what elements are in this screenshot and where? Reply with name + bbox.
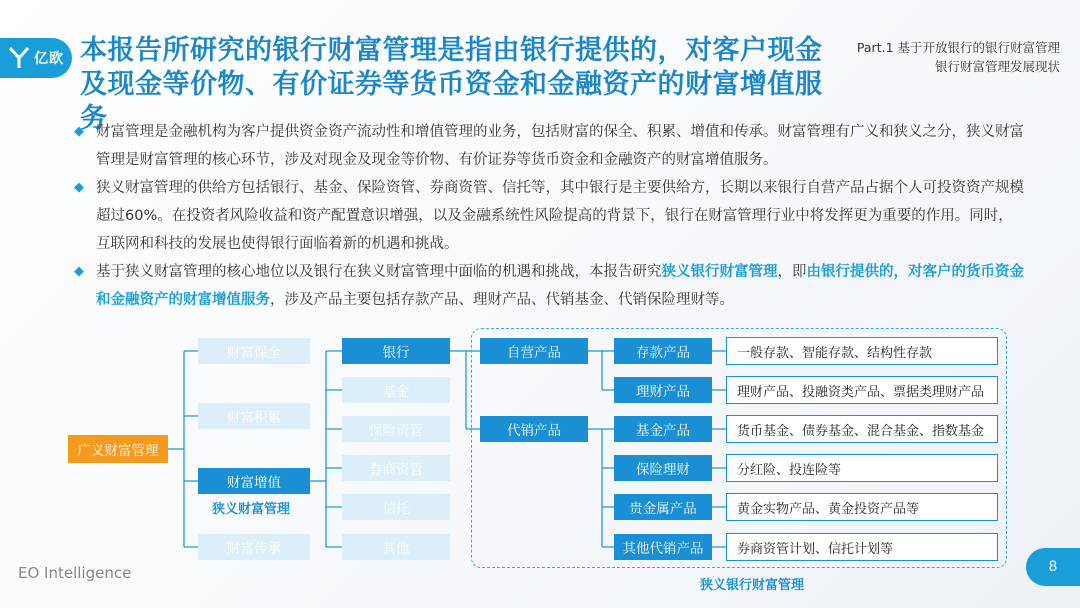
page-number: 8 (1026, 548, 1080, 586)
highlight-text: 由银行提供的，对客户的货币资金和金融资产的财富增值服务 (96, 264, 1024, 308)
detail-node: 一般存款、智能存款、结构性存款 (726, 337, 998, 365)
bullet-text-part: ，即 (777, 264, 807, 280)
highlight-text: 狭义银行财富管理 (661, 264, 778, 280)
bullet-text-part: ，涉及产品主要包括存款产品、理财产品、代销基金、代销保险理财等。 (270, 292, 734, 308)
page-title: 本报告所研究的银行财富管理是指由银行提供的，对客户现金及现金等价物、有价证券等货币资金和金融资产的财富增值服务 (80, 35, 823, 134)
product-node: 存款产品 (614, 338, 712, 364)
product-node: 理财产品 (614, 377, 712, 403)
detail-node: 券商资管计划、信托计划等 (726, 533, 998, 561)
bank-type-node: 自营产品 (480, 338, 588, 364)
stage-node: 财富保全 (198, 338, 310, 364)
detail-node: 货币基金、债券基金、混合基金、指数基金 (726, 415, 998, 443)
product-node: 基金产品 (614, 416, 712, 442)
supplier-node-active: 银行 (342, 338, 450, 364)
supplier-node: 信托 (342, 494, 450, 520)
stage-node: 财富传承 (198, 534, 310, 560)
bullet-text: 狭义财富管理的供给方包括银行、基金、保险资管、券商资管、信托等，其中银行是主要供给方，长期以来银行自营产品占据个人可投资资产规模超过60%。在投资者风险收益和资产配置意识增强，以及金融系统性风险提高的背景下，银行在财富管理行业中将发挥更为重要的作用。同时，互联网和科技的发展也使得银行面临着新的机遇和挑战。 (96, 180, 1024, 252)
supplier-node: 券商资管 (342, 455, 450, 481)
logo-text: 亿欧 (34, 51, 64, 67)
supplier-node: 保险资管 (342, 416, 450, 442)
footer-brand: EO Intelligence (18, 564, 132, 582)
bank-wealth-label: 狭义银行财富管理 (700, 578, 805, 593)
root-node: 广义财富管理 (68, 435, 168, 463)
supplier-node: 其他 (342, 534, 450, 560)
detail-node: 理财产品、投融资类产品、票据类理财产品 (726, 376, 998, 404)
detail-node: 黄金实物产品、黄金投资产品等 (726, 493, 998, 521)
product-node: 保险理财 (614, 455, 712, 481)
narrow-label: 狭义财富管理 (212, 502, 291, 517)
bullet-text: 财富管理是金融机构为客户提供资金资产流动性和增值管理的业务，包括财富的保全、积累、增值和传承。财富管理有广义和狭义之分，狭义财富管理是财富管理的核心环节，涉及对现金及现金等价物、有价证券等货币资金和金融资产的财富增值服务。 (96, 124, 1024, 168)
stage-node-active: 财富增值 (198, 468, 310, 494)
bank-type-node: 代销产品 (480, 416, 588, 442)
stage-node: 财富积累 (198, 403, 310, 429)
section-part: Part.1 基于开放银行的银行财富管理 (856, 40, 1060, 55)
detail-node: 分红险、投连险等 (726, 454, 998, 482)
supplier-node: 基金 (342, 377, 450, 403)
product-node: 其他代销产品 (614, 534, 712, 560)
diamond-icon: ◆ (74, 180, 84, 195)
bullet-text-part: 基于狭义财富管理的核心地位以及银行在狭义财富管理中面临的机遇和挑战，本报告研究 (96, 264, 662, 280)
product-node: 贵金属产品 (614, 494, 712, 520)
section-subtitle: 银行财富管理发展现状 (934, 59, 1060, 74)
diamond-icon: ◆ (74, 124, 84, 139)
diamond-icon: ◆ (74, 264, 84, 279)
